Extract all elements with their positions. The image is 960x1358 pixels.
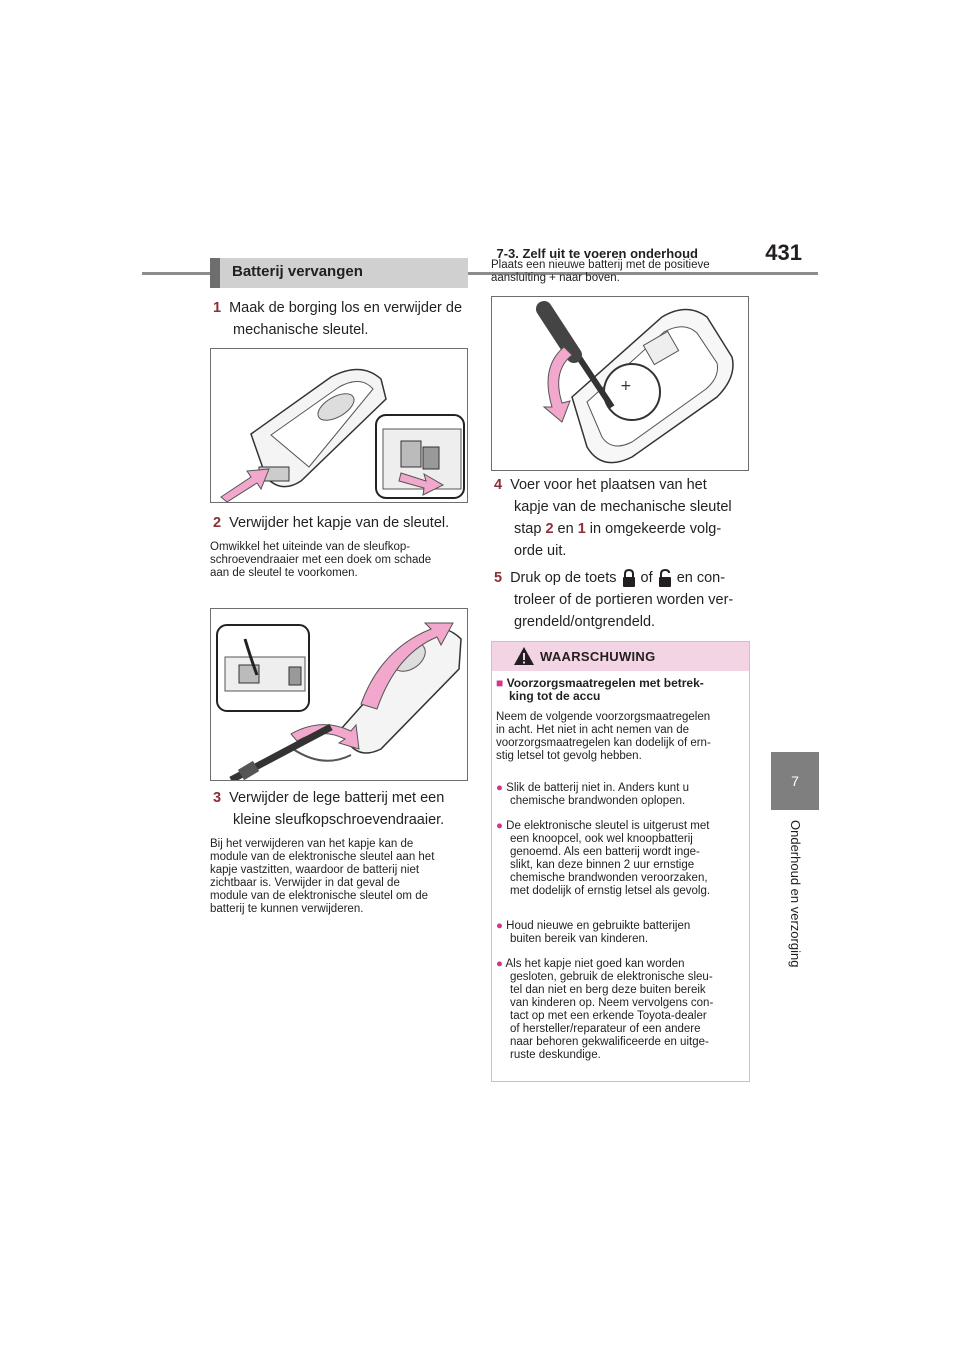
bullet-icon: ● (496, 958, 503, 970)
bullet-icon: ● (496, 820, 503, 832)
warning-bullet (496, 920, 748, 946)
subheading-line: king tot de accu (509, 689, 601, 703)
key-fob-illustration (211, 349, 467, 502)
step-text: mechanische sleutel. (233, 322, 369, 338)
bullet-line: ruste deskundige. (510, 1049, 601, 1061)
step-text: Maak de borging los en verwijder de (229, 300, 463, 316)
key-cover-illustration (211, 609, 467, 780)
step-number: 3 (213, 790, 222, 806)
bullet-line: naar behoren gekwalificeerde en uitge- (510, 1036, 709, 1048)
figure-remove-cover (210, 608, 468, 781)
lock-icon (621, 568, 637, 588)
unlock-icon (657, 568, 673, 588)
bullet-line: tact op met een erkende Toyota-dealer (510, 1010, 707, 1022)
bullet-line: Slik de batterij niet in. Anders kunt u (506, 782, 689, 794)
step-text: Verwijder het kapje van de sleutel. (229, 515, 450, 531)
note-line: schroevendraaier met een doek om schade (210, 554, 432, 566)
step-reference: 2 (545, 521, 554, 537)
battery-illustration (492, 297, 748, 470)
chapter-tab: 7 (771, 752, 819, 810)
note-line: module van de elektronische sleutel om de (210, 890, 428, 902)
bullet-line: tel dan niet en berg deze buiten bereik (510, 984, 706, 996)
figure-insert-battery (491, 296, 749, 471)
step-text: Voer voor het plaatsen van het (510, 477, 707, 493)
section-title: 7-3. Zelf uit te voeren onderhoud (496, 246, 698, 261)
intro-line: aansluiting + naar boven. (491, 272, 620, 284)
step-5 (494, 567, 756, 633)
step-number: 5 (494, 570, 503, 586)
bullet-line: genoemd. Als een batterij wordt inge- (510, 846, 700, 858)
intro-line: voorzorgsmaatregelen kan dodelijk of ern- (496, 737, 711, 749)
bullet-line: Als het kapje niet goed kan worden (505, 958, 685, 970)
section-heading (210, 258, 468, 288)
step-text: en con- (676, 570, 726, 586)
bullet-line: of hersteller/reparateur of een andere (510, 1023, 701, 1035)
step-text: Verwijder de lege batterij met een (229, 790, 445, 806)
bullet-line: slikt, kan deze binnen 2 uur ernstige (510, 859, 695, 871)
warning-bullet (496, 820, 748, 898)
step-text: grendeld/ontgrendeld. (514, 614, 656, 630)
intro-line: in acht. Het niet in acht nemen van de (496, 724, 690, 736)
bullet-line: gesloten, gebruik de elektronische sleu- (510, 971, 713, 983)
note-line: aan de sleutel te voorkomen. (210, 567, 358, 579)
intro-line: Plaats een nieuwe batterij met de positieve (491, 259, 710, 271)
note-line: batterij te kunnen verwijderen. (210, 903, 364, 915)
step-text: kapje van de mechanische sleutel (514, 499, 732, 515)
intro-line: stig letsel tot gevolg hebben. (496, 750, 642, 762)
square-bullet-icon: ■ (496, 676, 504, 690)
warning-intro (496, 711, 748, 763)
step-reference: 1 (577, 521, 586, 537)
bullet-icon: ● (496, 782, 503, 794)
step-number: 2 (213, 515, 222, 531)
page-number: 431 (765, 240, 802, 265)
step-2 (213, 512, 473, 534)
bullet-line: buiten bereik van kinderen. (510, 933, 649, 945)
step-number: 4 (494, 477, 503, 493)
bullet-line: chemische brandwonden oplopen. (510, 795, 686, 807)
bullet-line: De elektronische sleutel is uitgerust met (506, 820, 710, 832)
intro-line: Neem de volgende voorzorgsmaatregelen (496, 711, 711, 723)
step-text: Druk op de toets (510, 570, 617, 586)
note-line: Omwikkel het uiteinde van de sleufkop- (210, 541, 411, 553)
bullet-line: van kinderen op. Neem vervolgens con- (510, 997, 714, 1009)
bullet-line: chemische brandwonden veroorzaken, (510, 872, 708, 884)
step-text: in omgekeerde volg- (585, 521, 722, 537)
note-line: zichtbaar is. Verwijder in dat geval de (210, 877, 400, 889)
warning-bullet (496, 782, 748, 808)
figure-remove-key (210, 348, 468, 503)
note-line: kapje vastzitten, waardoor de batterij niet (210, 864, 420, 876)
step-3 (213, 787, 478, 831)
intro-new-battery (491, 259, 753, 285)
note-line: module van de elektronische sleutel aan het (210, 851, 435, 863)
chapter-label-text: Onderhoud en verzorging (788, 820, 803, 968)
chapter-side-label (760, 820, 830, 1000)
warning-bullet (496, 958, 748, 1062)
note-line: Bij het verwijderen van het kapje kan de (210, 838, 414, 850)
step-4 (494, 474, 756, 562)
subheading-line: Voorzorgsmaatregelen met betrek- (506, 676, 704, 690)
note-step-3 (210, 838, 476, 916)
svg-text:+: + (620, 378, 632, 394)
section-heading-text: Batterij vervangen (232, 263, 363, 280)
step-text: en (553, 521, 578, 537)
bullet-icon: ● (496, 920, 503, 932)
bullet-line: Houd nieuwe en gebruikte batterijen (506, 920, 691, 932)
step-number: 1 (213, 300, 222, 316)
step-text: stap (514, 521, 546, 537)
step-text: kleine sleufkopschroevendraaier. (233, 812, 445, 828)
step-text: orde uit. (514, 543, 567, 559)
warning-subheading (496, 677, 746, 703)
warning-triangle-icon (513, 646, 535, 666)
step-text: of (640, 570, 653, 586)
warning-title: WAARSCHUWING (540, 649, 656, 664)
step-1 (213, 297, 473, 341)
step-text: troleer of de portieren worden ver- (514, 592, 734, 608)
bullet-line: met dodelijk of ernstig letsel als gevolg. (510, 885, 711, 897)
bullet-line: een knoopcel, ook wel knoopbatterij (510, 833, 693, 845)
note-step-2 (210, 541, 472, 580)
